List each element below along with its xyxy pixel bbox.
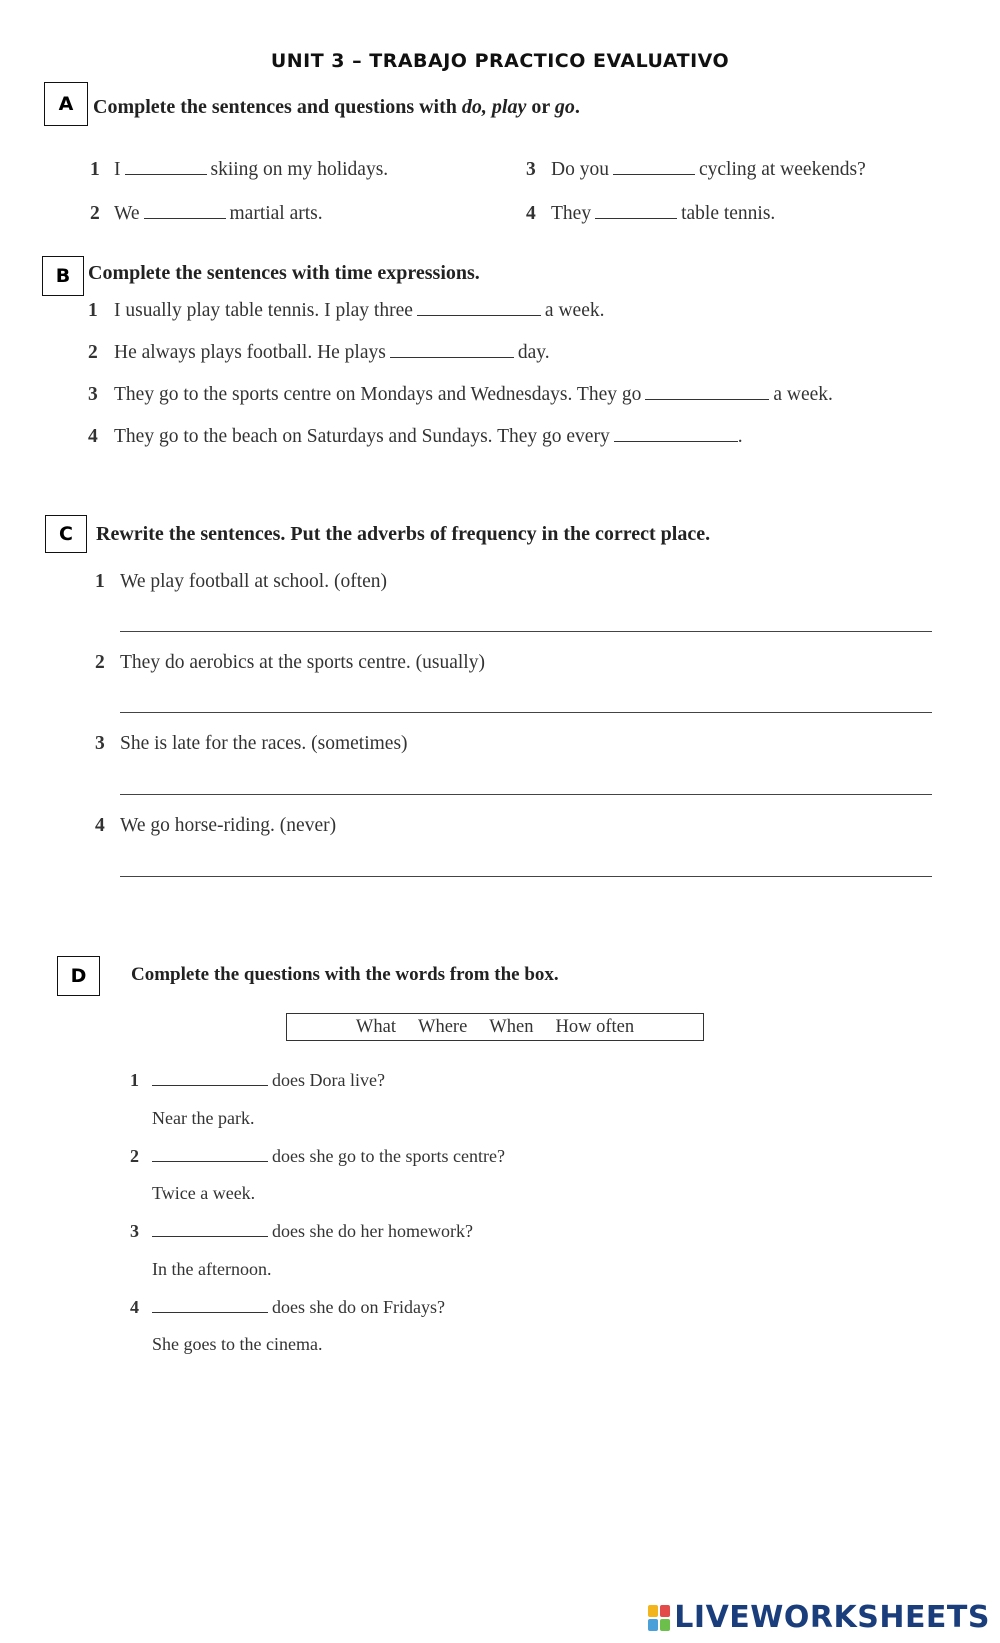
item-text: I: [114, 159, 121, 180]
answer-blank[interactable]: [417, 314, 541, 316]
section-a-item-3: [526, 159, 866, 181]
answer-blank[interactable]: [390, 356, 514, 358]
item-number: 4: [95, 815, 105, 836]
logo-tile: [648, 1619, 658, 1631]
item-text: day.: [517, 342, 550, 363]
section-d-answer-1: Near the park.: [152, 1108, 255, 1128]
item-number: 3: [88, 384, 98, 405]
item-number: 4: [88, 426, 98, 447]
section-d-item-2: [130, 1146, 505, 1167]
section-a-item-4: [526, 203, 775, 225]
section-b-item-2: [88, 342, 550, 364]
answer-blank[interactable]: [595, 217, 677, 219]
item-number: 1: [90, 159, 100, 180]
item-number: 4: [526, 203, 536, 224]
box-word: When: [489, 1016, 534, 1037]
item-number: 1: [95, 571, 105, 592]
item-number: 1: [88, 300, 98, 321]
section-b-item-1: [88, 300, 604, 322]
instruction-text: Complete the sentences and questions with: [93, 96, 462, 118]
item-number: 3: [526, 159, 536, 180]
item-text: They do aerobics at the sports centre. (usually): [120, 652, 485, 673]
answer-blank[interactable]: [614, 440, 738, 442]
section-c-label: C: [45, 515, 87, 553]
answer-blank[interactable]: [152, 1084, 268, 1086]
item-text: does she do on Fridays?: [272, 1297, 445, 1317]
section-b-label: B: [42, 256, 84, 296]
logo-tile: [648, 1605, 658, 1617]
section-d-item-1: [130, 1070, 385, 1091]
section-d-item-4: [130, 1297, 445, 1318]
section-c-instruction: Rewrite the sentences. Put the adverbs of frequency in the correct place.: [96, 523, 711, 545]
item-text: We play football at school. (often): [120, 571, 388, 592]
item-text: a week.: [544, 300, 605, 321]
item-number: 3: [95, 733, 105, 754]
item-text: a week.: [773, 384, 833, 405]
item-text: table tennis.: [681, 203, 776, 224]
item-number: 4: [130, 1297, 139, 1317]
answer-blank[interactable]: [152, 1311, 268, 1313]
section-a-item-1: [90, 159, 388, 181]
section-c-item-2: [95, 652, 485, 674]
answer-blank[interactable]: [613, 173, 695, 175]
item-text: martial arts.: [229, 203, 323, 224]
rewrite-answer-line[interactable]: [120, 794, 932, 795]
item-text: They: [551, 203, 592, 224]
item-text: Do you: [551, 159, 609, 180]
logo-text: LIVEWORKSHEETS: [674, 1600, 990, 1635]
section-a-label: A: [44, 82, 88, 126]
rewrite-answer-line[interactable]: [120, 876, 932, 877]
logo-tile: [660, 1605, 670, 1617]
instruction-keywords: do, play: [461, 96, 527, 118]
item-number: 2: [88, 342, 98, 363]
item-text: We: [114, 203, 140, 224]
answer-blank[interactable]: [144, 217, 226, 219]
box-word: Where: [417, 1016, 468, 1037]
liveworksheets-logo[interactable]: [648, 1600, 990, 1635]
item-text: cycling at weekends?: [698, 159, 866, 180]
section-d-answer-2: Twice a week.: [152, 1183, 256, 1203]
section-a-instruction: [93, 96, 580, 119]
logo-mark-icon: [648, 1605, 670, 1631]
item-text: I usually play table tennis. I play three: [114, 300, 413, 321]
word-box: [286, 1013, 704, 1041]
section-c-item-3: [95, 733, 408, 755]
instruction-keyword-go: go: [554, 96, 575, 118]
item-text: does Dora live?: [272, 1070, 385, 1090]
item-text: .: [737, 426, 743, 447]
section-c-item-4: [95, 815, 336, 837]
section-d-label: D: [57, 956, 100, 996]
item-number: 2: [95, 652, 105, 673]
section-c-item-1: [95, 571, 387, 593]
answer-blank[interactable]: [152, 1235, 268, 1237]
item-number: 2: [90, 203, 100, 224]
page-title: UNIT 3 – TRABAJO PRACTICO EVALUATIVO: [270, 50, 730, 72]
section-d-answer-4: She goes to the cinema.: [152, 1334, 323, 1354]
section-b-item-3: [88, 384, 833, 406]
item-text: skiing on my holidays.: [210, 159, 389, 180]
answer-blank[interactable]: [645, 398, 769, 400]
item-text: We go horse-riding. (never): [120, 815, 337, 836]
instruction-text: or: [526, 96, 555, 118]
box-word: How often: [555, 1016, 635, 1037]
section-b-item-4: [88, 426, 743, 448]
item-number: 3: [130, 1221, 139, 1241]
answer-blank[interactable]: [125, 173, 207, 175]
item-number: 1: [130, 1070, 139, 1090]
item-text: They go to the sports centre on Mondays and Wednesdays. They go: [114, 384, 642, 405]
section-a-item-2: [90, 203, 323, 225]
section-d-answer-3: In the afternoon.: [152, 1259, 272, 1279]
box-word: What: [355, 1016, 396, 1037]
section-d-item-3: [130, 1221, 473, 1242]
answer-blank[interactable]: [152, 1160, 268, 1162]
instruction-text: .: [574, 96, 580, 118]
item-text: He always plays football. He plays: [114, 342, 386, 363]
rewrite-answer-line[interactable]: [120, 712, 932, 713]
logo-tile: [660, 1619, 670, 1631]
section-b-instruction: Complete the sentences with time expressions.: [88, 262, 480, 284]
item-text: does she do her homework?: [272, 1221, 473, 1241]
item-text: She is late for the races. (sometimes): [120, 733, 408, 754]
item-text: They go to the beach on Saturdays and Sundays. They go every: [114, 426, 610, 447]
item-text: does she go to the sports centre?: [272, 1146, 505, 1166]
section-d-instruction: Complete the questions with the words from the box.: [131, 964, 559, 985]
item-number: 2: [130, 1146, 139, 1166]
rewrite-answer-line[interactable]: [120, 631, 932, 632]
